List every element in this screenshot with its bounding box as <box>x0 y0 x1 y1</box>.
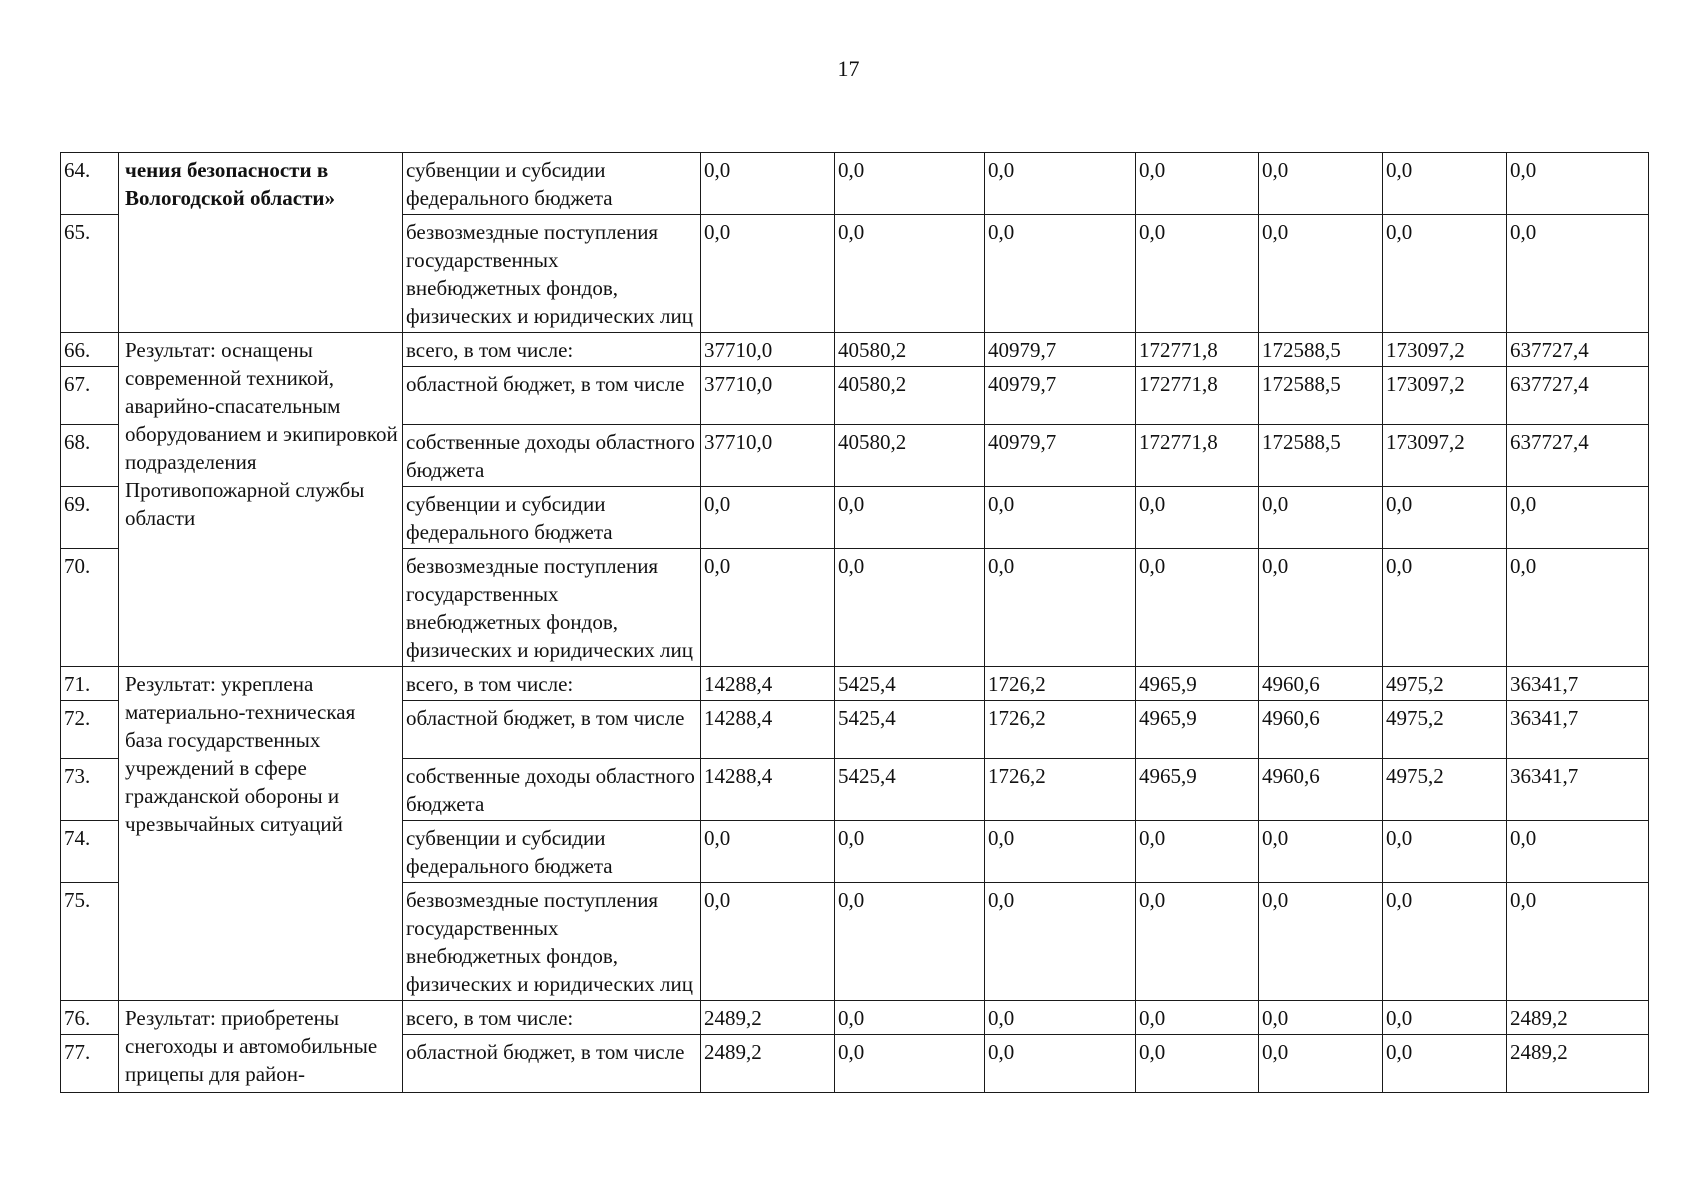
value-cell: 0,0 <box>985 487 1136 549</box>
funding-source-cell: безвозмездные поступления государственных внебюджетных фондов, физических и юридических лиц <box>403 549 701 667</box>
row-number-cell: 71. <box>61 667 119 701</box>
row-number-cell: 76. <box>61 1001 119 1035</box>
value-cell: 0,0 <box>1383 487 1507 549</box>
value-cell: 40979,7 <box>985 333 1136 367</box>
value-cell: 4960,6 <box>1259 667 1383 701</box>
value-cell: 2489,2 <box>1507 1001 1649 1035</box>
value-cell: 172771,8 <box>1136 333 1259 367</box>
funding-source-cell: собственные доходы областного бюджета <box>403 759 701 821</box>
value-cell: 0,0 <box>1383 215 1507 333</box>
value-cell: 0,0 <box>985 153 1136 215</box>
value-cell: 0,0 <box>1507 215 1649 333</box>
value-cell: 0,0 <box>1259 549 1383 667</box>
value-cell: 1726,2 <box>985 667 1136 701</box>
funding-source-cell: областной бюджет, в том числе <box>403 701 701 759</box>
value-cell: 173097,2 <box>1383 367 1507 425</box>
value-cell: 0,0 <box>1259 1001 1383 1035</box>
value-cell: 0,0 <box>701 215 835 333</box>
value-cell: 0,0 <box>701 821 835 883</box>
value-cell: 36341,7 <box>1507 667 1649 701</box>
value-cell: 0,0 <box>1259 821 1383 883</box>
funding-source-cell: субвенции и субсидии федерального бюджета <box>403 821 701 883</box>
row-number-cell: 64. <box>61 153 119 215</box>
value-cell: 0,0 <box>1383 549 1507 667</box>
value-cell: 40580,2 <box>835 333 985 367</box>
value-cell: 173097,2 <box>1383 425 1507 487</box>
value-cell: 0,0 <box>1259 1035 1383 1093</box>
value-cell: 0,0 <box>1383 153 1507 215</box>
value-cell: 1726,2 <box>985 759 1136 821</box>
row-number-cell: 65. <box>61 215 119 333</box>
row-number-cell: 67. <box>61 367 119 425</box>
value-cell: 0,0 <box>985 1035 1136 1093</box>
value-cell: 0,0 <box>835 821 985 883</box>
value-cell: 37710,0 <box>701 425 835 487</box>
value-cell: 0,0 <box>1136 821 1259 883</box>
value-cell: 0,0 <box>1136 1001 1259 1035</box>
value-cell: 0,0 <box>1507 549 1649 667</box>
value-cell: 5425,4 <box>835 667 985 701</box>
value-cell: 0,0 <box>985 1001 1136 1035</box>
value-cell: 14288,4 <box>701 667 835 701</box>
row-number-cell: 66. <box>61 333 119 367</box>
value-cell: 0,0 <box>1383 821 1507 883</box>
value-cell: 4965,9 <box>1136 667 1259 701</box>
value-cell: 0,0 <box>1383 1035 1507 1093</box>
row-number-cell: 75. <box>61 883 119 1001</box>
value-cell: 0,0 <box>1136 215 1259 333</box>
value-cell: 2489,2 <box>701 1001 835 1035</box>
value-cell: 5425,4 <box>835 759 985 821</box>
value-cell: 172588,5 <box>1259 333 1383 367</box>
value-cell: 4965,9 <box>1136 759 1259 821</box>
row-number-cell: 72. <box>61 701 119 759</box>
result-description-cell: чения безопасности в Вологодской области» <box>119 153 403 333</box>
value-cell: 14288,4 <box>701 759 835 821</box>
funding-source-cell: безвозмездные поступления государственных внебюджетных фондов, физических и юридических лиц <box>403 883 701 1001</box>
result-description-cell: Результат: оснащены современной техникой, аварийно-спасательным оборудованием и экипировкой подразделения Противопожарной службы области <box>119 333 403 667</box>
value-cell: 40979,7 <box>985 367 1136 425</box>
funding-source-cell: всего, в том числе: <box>403 333 701 367</box>
value-cell: 0,0 <box>1383 883 1507 1001</box>
value-cell: 0,0 <box>1136 487 1259 549</box>
funding-source-cell: областной бюджет, в том числе <box>403 367 701 425</box>
value-cell: 40580,2 <box>835 367 985 425</box>
value-cell: 172771,8 <box>1136 425 1259 487</box>
row-number-cell: 68. <box>61 425 119 487</box>
value-cell: 0,0 <box>835 883 985 1001</box>
value-cell: 0,0 <box>701 883 835 1001</box>
row-number-cell: 73. <box>61 759 119 821</box>
value-cell: 37710,0 <box>701 333 835 367</box>
row-number-cell: 77. <box>61 1035 119 1093</box>
value-cell: 40979,7 <box>985 425 1136 487</box>
value-cell: 0,0 <box>1383 1001 1507 1035</box>
value-cell: 0,0 <box>835 1001 985 1035</box>
value-cell: 4975,2 <box>1383 759 1507 821</box>
value-cell: 0,0 <box>701 153 835 215</box>
value-cell: 1726,2 <box>985 701 1136 759</box>
value-cell: 0,0 <box>835 549 985 667</box>
value-cell: 14288,4 <box>701 701 835 759</box>
value-cell: 40580,2 <box>835 425 985 487</box>
result-description-cell: Результат: приобретены снегоходы и автомобильные прицепы для район- <box>119 1001 403 1093</box>
value-cell: 173097,2 <box>1383 333 1507 367</box>
value-cell: 0,0 <box>985 821 1136 883</box>
value-cell: 0,0 <box>1136 549 1259 667</box>
value-cell: 4960,6 <box>1259 701 1383 759</box>
value-cell: 0,0 <box>1507 153 1649 215</box>
budget-table <box>60 152 1649 1093</box>
value-cell: 0,0 <box>1136 883 1259 1001</box>
table-row <box>61 153 1649 215</box>
value-cell: 5425,4 <box>835 701 985 759</box>
value-cell: 172588,5 <box>1259 367 1383 425</box>
table-body <box>61 153 1649 1093</box>
value-cell: 0,0 <box>1259 153 1383 215</box>
value-cell: 4975,2 <box>1383 701 1507 759</box>
value-cell: 0,0 <box>1507 487 1649 549</box>
value-cell: 36341,7 <box>1507 759 1649 821</box>
value-cell: 637727,4 <box>1507 333 1649 367</box>
value-cell: 4965,9 <box>1136 701 1259 759</box>
value-cell: 0,0 <box>835 215 985 333</box>
value-cell: 4975,2 <box>1383 667 1507 701</box>
funding-source-cell: субвенции и субсидии федерального бюджета <box>403 153 701 215</box>
value-cell: 0,0 <box>701 549 835 667</box>
funding-source-cell: областной бюджет, в том числе <box>403 1035 701 1093</box>
value-cell: 0,0 <box>1259 215 1383 333</box>
row-number-cell: 70. <box>61 549 119 667</box>
value-cell: 0,0 <box>1259 883 1383 1001</box>
value-cell: 0,0 <box>1136 1035 1259 1093</box>
value-cell: 0,0 <box>835 1035 985 1093</box>
value-cell: 2489,2 <box>1507 1035 1649 1093</box>
funding-source-cell: субвенции и субсидии федерального бюджета <box>403 487 701 549</box>
funding-source-cell: безвозмездные поступления государственных внебюджетных фондов, физических и юридических лиц <box>403 215 701 333</box>
row-number-cell: 69. <box>61 487 119 549</box>
table-row <box>61 1001 1649 1035</box>
value-cell: 0,0 <box>1507 821 1649 883</box>
result-description-cell: Результат: укреплена материально-техническая база государственных учреждений в сфере гражданской обороны и чрезвычайных ситуаций <box>119 667 403 1001</box>
value-cell: 0,0 <box>701 487 835 549</box>
table-row <box>61 333 1649 367</box>
value-cell: 0,0 <box>1136 153 1259 215</box>
value-cell: 36341,7 <box>1507 701 1649 759</box>
value-cell: 0,0 <box>1259 487 1383 549</box>
value-cell: 0,0 <box>985 215 1136 333</box>
value-cell: 0,0 <box>835 153 985 215</box>
table-row <box>61 667 1649 701</box>
value-cell: 37710,0 <box>701 367 835 425</box>
funding-source-cell: всего, в том числе: <box>403 667 701 701</box>
value-cell: 4960,6 <box>1259 759 1383 821</box>
page-number: 17 <box>837 56 860 81</box>
value-cell: 0,0 <box>1507 883 1649 1001</box>
row-number-cell: 74. <box>61 821 119 883</box>
value-cell: 0,0 <box>985 549 1136 667</box>
value-cell: 172771,8 <box>1136 367 1259 425</box>
value-cell: 172588,5 <box>1259 425 1383 487</box>
value-cell: 0,0 <box>985 883 1136 1001</box>
value-cell: 2489,2 <box>701 1035 835 1093</box>
value-cell: 637727,4 <box>1507 367 1649 425</box>
value-cell: 0,0 <box>835 487 985 549</box>
value-cell: 637727,4 <box>1507 425 1649 487</box>
funding-source-cell: собственные доходы областного бюджета <box>403 425 701 487</box>
funding-source-cell: всего, в том числе: <box>403 1001 701 1035</box>
